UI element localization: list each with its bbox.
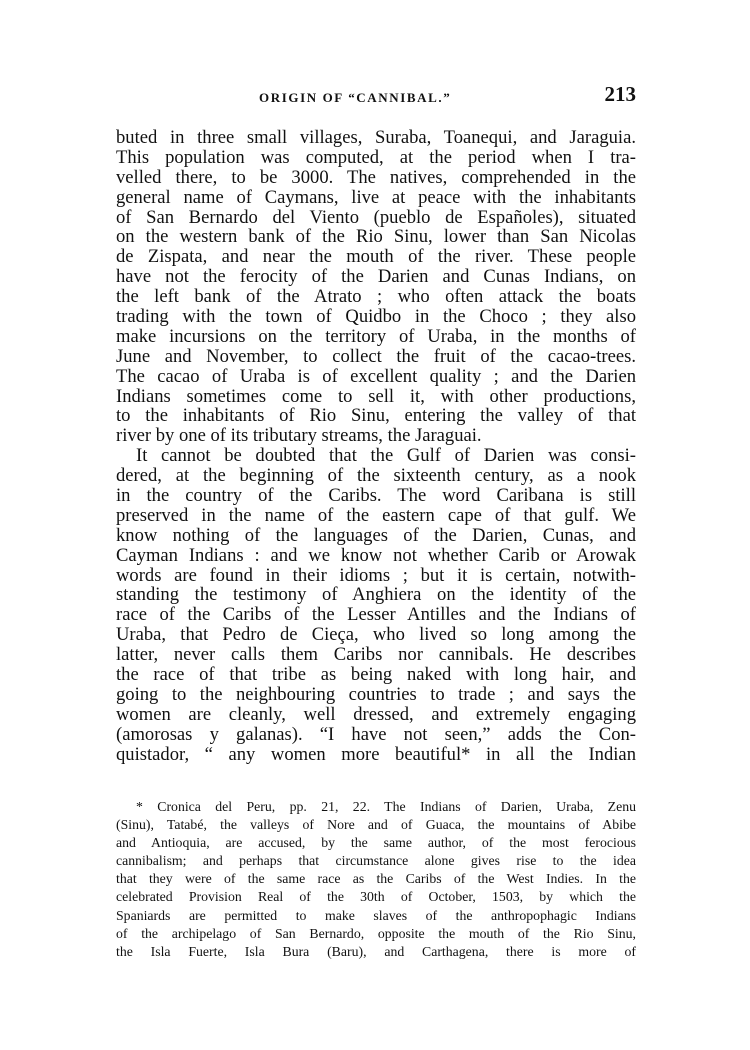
text-line: general name of Caymans, live at peace with the inhabitants — [116, 186, 636, 208]
text-line: dered, at the beginning of the sixteenth century, as a nook — [116, 465, 636, 487]
text-line: women are cleanly, well dressed, and extremely engaging — [116, 703, 636, 725]
text-line: This population was computed, at the period when I tra- — [116, 146, 636, 168]
text-line: have not the ferocity of the Darien and Cunas Indians, on — [116, 266, 636, 288]
text-line: buted in three small villages, Suraba, Toanequi, and Jaraguia. — [116, 127, 636, 148]
text-line: Uraba, that Pedro de Cieça, who lived so long among the — [116, 624, 636, 646]
footnote-line: cannibalism; and perhaps that circumstance alone gives rise to the idea — [116, 853, 636, 869]
text-line: race of the Caribs of the Lesser Antilles and the Indians of — [116, 604, 636, 626]
page-number: 213 — [604, 82, 636, 106]
text-line: (amorosas y galanas). “I have not seen,” adds the Con- — [116, 723, 636, 745]
text-line: Cayman Indians : and we know not whether Carib or Arowak — [116, 544, 636, 566]
page-header — [116, 82, 636, 112]
text-line: The cacao of Uraba is of excellent quality ; and the Darien — [116, 365, 636, 387]
footnote-line: and Antioquia, are accused, by the same author, of the most ferocious — [116, 835, 636, 851]
text-line: preserved in the name of the eastern cape of that gulf. We — [116, 504, 636, 526]
text-line: quistador, “ any women more beautiful* in all the Indian — [116, 743, 636, 765]
text-line: standing the testimony of Anghiera on the identity of the — [116, 584, 636, 606]
text-line: make incursions on the territory of Uraba, in the months of — [116, 325, 636, 347]
footnote-line: Spaniards are permitted to make slaves of the anthropophagic Indians — [116, 907, 636, 923]
text-line: in the country of the Caribs. The word Caribana is still — [116, 485, 636, 507]
text-line: June and November, to collect the fruit of the cacao-trees. — [116, 345, 636, 367]
text-line: words are found in their idioms ; but it is certain, notwith- — [116, 564, 636, 586]
text-line: trading with the town of Quidbo in the Choco ; they also — [116, 306, 636, 328]
footnote-line: (Sinu), Tatabé, the valleys of Nore and of Guaca, the mountains of Abibe — [116, 817, 636, 833]
footnote-line: that they were of the same race as the Caribs of the West Indies. In the — [116, 871, 636, 887]
running-title: ORIGIN OF “CANNIBAL.” — [259, 90, 452, 105]
text-line: on the western bank of the Rio Sinu, lower than San Nicolas — [116, 226, 636, 248]
text-line: de Zispata, and near the mouth of the river. These people — [116, 246, 636, 268]
text-line: Indians sometimes come to sell it, with other productions, — [116, 385, 636, 407]
footnote-line: the Isla Fuerte, Isla Bura (Baru), and Carthagena, there is more of — [116, 943, 636, 959]
footnote-line: celebrated Provision Real of the 30th of October, 1503, by which the — [116, 889, 636, 905]
text-line: the race of that tribe as being naked with long hair, and — [116, 664, 636, 686]
text-line: to the inhabitants of Rio Sinu, entering the valley of that — [116, 405, 636, 427]
text-line: know nothing of the languages of the Darien, Cunas, and — [116, 524, 636, 546]
main-text — [116, 128, 636, 765]
footnote — [116, 798, 636, 961]
footnote-line: of the archipelago of San Bernardo, opposite the mouth of the Rio Sinu, — [116, 925, 636, 941]
text-line: river by one of its tributary streams, the Jaraguai. — [116, 425, 482, 447]
footnote-line: * Cronica del Peru, pp. 21, 22. The Indians of Darien, Uraba, Zenu — [136, 799, 636, 814]
text-line: velled there, to be 3000. The natives, comprehended in the — [116, 166, 636, 188]
book-page — [116, 0, 636, 1050]
text-line: latter, never calls them Caribs nor cannibals. He describes — [116, 644, 636, 666]
text-line: It cannot be doubted that the Gulf of Darien was consi- — [136, 445, 636, 467]
text-line: going to the neighbouring countries to trade ; and says the — [116, 683, 636, 705]
text-line: the left bank of the Atrato ; who often attack the boats — [116, 286, 636, 308]
text-line: of San Bernardo del Viento (pueblo de Españoles), situated — [116, 206, 636, 228]
